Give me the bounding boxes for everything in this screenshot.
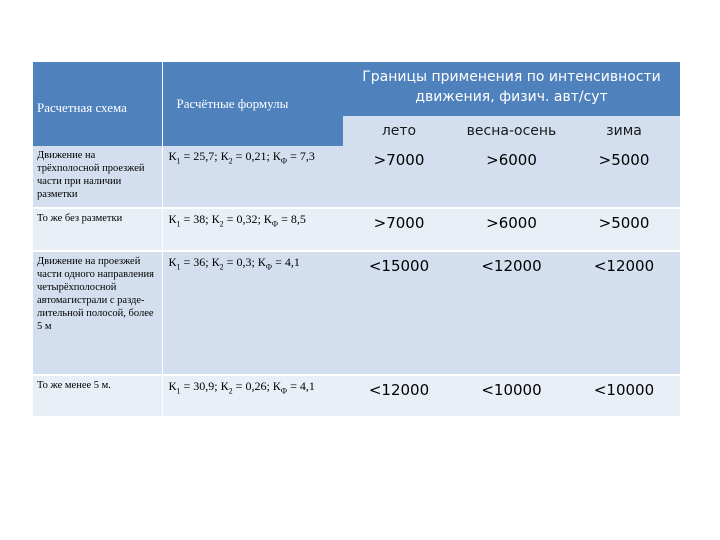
header-bounds-line2: движения, физич. авт/сут (415, 89, 608, 105)
value-summer: <12000 (343, 375, 455, 417)
formula-cell: $К_1 = 38$; $К_2 = 0,32$; $К_Ф = 8,5$ (162, 208, 343, 251)
value-summer: <15000 (343, 251, 455, 375)
header-formulas: Расчётные формулы (176, 96, 289, 111)
header-scheme: Расчетная схема (33, 62, 162, 146)
season-winter: зима (568, 116, 680, 146)
formula-cell: $К_1 = 25,7$; $К_2 = 0,21$; $К_Ф = 7,3$ (162, 146, 343, 208)
scheme-cell: То же без разметки (33, 208, 162, 251)
value-winter: <10000 (568, 375, 680, 417)
value-summer: >7000 (343, 146, 455, 208)
value-winter: >5000 (568, 208, 680, 251)
scheme-cell: Движение на проезжей части одного направления четырёхполосной автомагистрали с разде-лительной полосой, более 5 м (33, 251, 162, 375)
table-row (33, 251, 680, 375)
value-spring-autumn: >6000 (455, 146, 568, 208)
formula-cell: $К_1 = 36$; $К_2 = 0,3$; $К_Ф = 4,1$ (162, 251, 343, 375)
season-summer: лето (343, 116, 455, 146)
value-winter: >5000 (568, 146, 680, 208)
scheme-cell: То же менее 5 м. (33, 375, 162, 417)
table-row (33, 146, 680, 208)
formula-cell: $К_1 = 30,9$; $К_2 = 0,26$; $К_Ф = 4,1$ (162, 375, 343, 417)
header-bounds (343, 62, 680, 116)
value-spring-autumn: <10000 (455, 375, 568, 417)
season-spring-autumn: весна-осень (455, 116, 568, 146)
value-summer: >7000 (343, 208, 455, 251)
value-spring-autumn: >6000 (455, 208, 568, 251)
header-row (33, 62, 680, 116)
design-formulas-table (33, 62, 680, 418)
table-row (33, 208, 680, 251)
scheme-cell: Движение на трёхполосной проезжей части при наличии разметки (33, 146, 162, 208)
table-row (33, 375, 680, 417)
value-spring-autumn: <12000 (455, 251, 568, 375)
value-winter: <12000 (568, 251, 680, 375)
header-bounds-line1: Границы применения по интенсивности (362, 69, 661, 85)
